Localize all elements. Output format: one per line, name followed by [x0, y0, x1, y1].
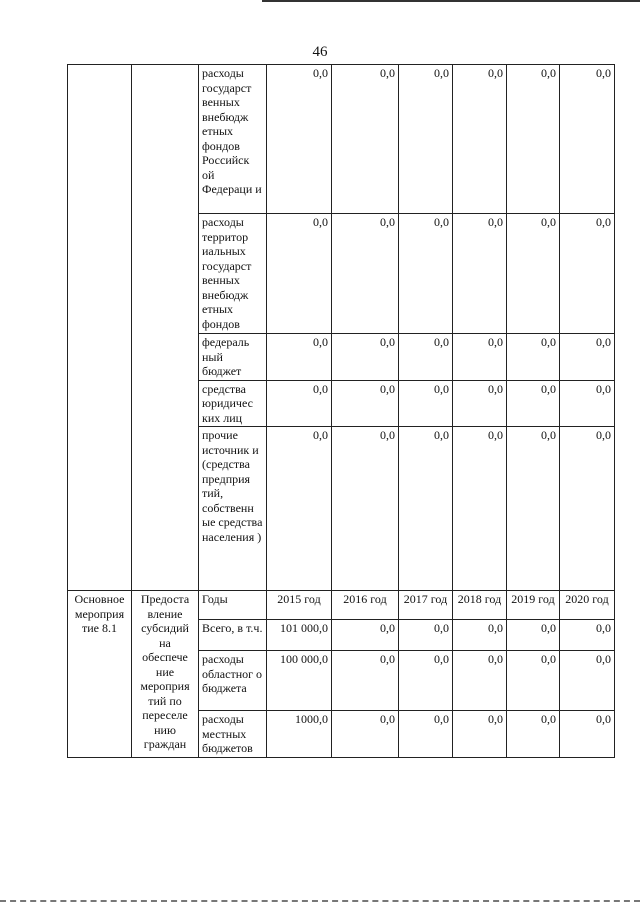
- value-cell: 0,0: [453, 65, 507, 214]
- measure-name: Предоста вление субсидий на обеспече ние мероприя тий по переселе нию граждан: [132, 591, 199, 758]
- empty-cell: [68, 65, 132, 591]
- value-cell: 0,0: [453, 651, 507, 711]
- year-header: 2017 год: [399, 591, 453, 620]
- value-cell: 0,0: [399, 427, 453, 591]
- year-header: 2018 год: [453, 591, 507, 620]
- years-label: Годы: [199, 591, 267, 620]
- funding-source: Всего, в т.ч.: [199, 620, 267, 651]
- value-cell: 0,0: [453, 620, 507, 651]
- value-cell: 0,0: [332, 334, 399, 381]
- value-cell: 0,0: [267, 214, 332, 334]
- value-cell: 0,0: [332, 380, 399, 427]
- value-cell: 0,0: [453, 380, 507, 427]
- value-cell: 0,0: [507, 65, 560, 214]
- funding-source: расходы территор иальных государст венных внебюдж етных фондов: [199, 214, 267, 334]
- value-cell: 0,0: [332, 427, 399, 591]
- funding-source: средства юридичес ких лиц: [199, 380, 267, 427]
- value-cell: 101 000,0: [267, 620, 332, 651]
- year-header: 2015 год: [267, 591, 332, 620]
- value-cell: 0,0: [267, 334, 332, 381]
- value-cell: 1000,0: [267, 711, 332, 758]
- value-cell: 0,0: [560, 651, 615, 711]
- value-cell: 0,0: [399, 620, 453, 651]
- year-header: 2019 год: [507, 591, 560, 620]
- value-cell: 0,0: [267, 427, 332, 591]
- empty-cell: [132, 65, 199, 591]
- value-cell: 0,0: [399, 651, 453, 711]
- value-cell: 0,0: [332, 711, 399, 758]
- value-cell: 0,0: [453, 711, 507, 758]
- value-cell: 0,0: [560, 711, 615, 758]
- value-cell: 0,0: [332, 214, 399, 334]
- value-cell: 0,0: [507, 620, 560, 651]
- value-cell: 0,0: [399, 214, 453, 334]
- value-cell: 0,0: [560, 334, 615, 381]
- funding-source: федераль ный бюджет: [199, 334, 267, 381]
- bottom-border-line: [0, 900, 640, 902]
- funding-source: прочие источник и (средства предприя тий, собственн ые средства населения ): [199, 427, 267, 591]
- value-cell: 0,0: [399, 65, 453, 214]
- value-cell: 0,0: [267, 380, 332, 427]
- value-cell: 0,0: [507, 711, 560, 758]
- table-row: [68, 65, 615, 214]
- value-cell: 0,0: [507, 651, 560, 711]
- budget-table: [67, 64, 615, 758]
- funding-source: расходы местных бюджетов: [199, 711, 267, 758]
- value-cell: 0,0: [560, 427, 615, 591]
- funding-source: расходы областног о бюджета: [199, 651, 267, 711]
- value-cell: 0,0: [332, 651, 399, 711]
- value-cell: 0,0: [453, 334, 507, 381]
- funding-source: расходы государст венных внебюдж етных фондов Российск ой Федераци и: [199, 65, 267, 214]
- top-border-line: [262, 0, 640, 2]
- value-cell: 0,0: [399, 711, 453, 758]
- years-header-row: [68, 591, 615, 620]
- value-cell: 0,0: [560, 380, 615, 427]
- value-cell: 0,0: [267, 65, 332, 214]
- value-cell: 0,0: [560, 214, 615, 334]
- year-header: 2016 год: [332, 591, 399, 620]
- measure-code: Основное мероприя тие 8.1: [68, 591, 132, 758]
- year-header: 2020 год: [560, 591, 615, 620]
- value-cell: 0,0: [507, 334, 560, 381]
- value-cell: 0,0: [560, 65, 615, 214]
- value-cell: 0,0: [332, 620, 399, 651]
- value-cell: 0,0: [560, 620, 615, 651]
- value-cell: 0,0: [507, 214, 560, 334]
- value-cell: 0,0: [507, 380, 560, 427]
- value-cell: 0,0: [399, 380, 453, 427]
- value-cell: 0,0: [507, 427, 560, 591]
- value-cell: 0,0: [399, 334, 453, 381]
- value-cell: 0,0: [453, 214, 507, 334]
- page-number: 46: [312, 44, 328, 60]
- value-cell: 0,0: [332, 65, 399, 214]
- value-cell: 0,0: [453, 427, 507, 591]
- value-cell: 100 000,0: [267, 651, 332, 711]
